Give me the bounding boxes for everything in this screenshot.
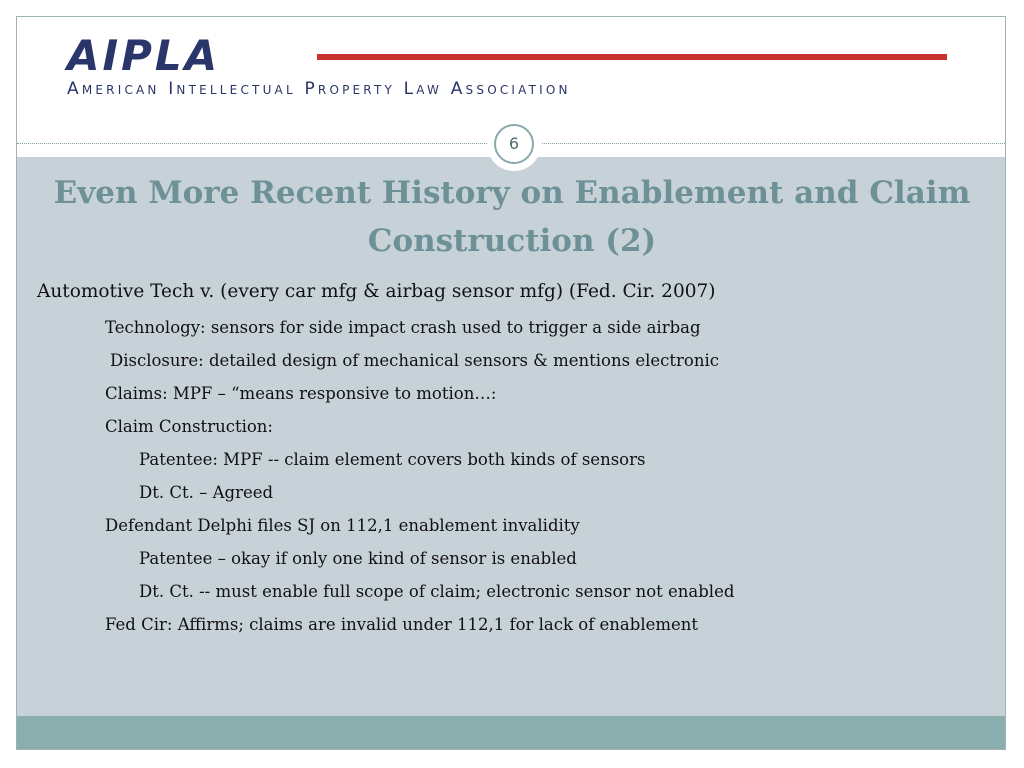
slide-number-badge: 6 — [494, 124, 534, 164]
sub-bullet-patentee-okay: Patentee – okay if only one kind of sensor is enabled — [139, 549, 577, 568]
sub-bullet-dtct-full-scope: Dt. Ct. -- must enable full scope of claim; electronic sensor not enabled — [139, 582, 735, 601]
case-heading: Automotive Tech v. (every car mfg & airbag sensor mfg) (Fed. Cir. 2007) — [37, 281, 716, 302]
sub-bullet-dtct-agreed: Dt. Ct. – Agreed — [139, 483, 274, 502]
logo-subtitle: American Intellectual Property Law Association — [67, 79, 571, 99]
slide-frame — [16, 16, 1006, 750]
logo-red-line — [317, 54, 947, 60]
bullet-fed-cir-affirms: Fed Cir: Affirms; claims are invalid under 112,1 for lack of enablement — [105, 615, 699, 634]
bullet-technology: Technology: sensors for side impact crash used to trigger a side airbag — [105, 318, 701, 337]
bullet-claim-construction: Claim Construction: — [105, 417, 273, 436]
aipla-logo: AIPLA — [67, 31, 221, 80]
sub-bullet-patentee-mpf: Patentee: MPF -- claim element covers both kinds of sensors — [139, 450, 646, 469]
slide-title: Even More Recent History on Enablement and Claim Construction (2) — [53, 175, 971, 259]
slide-footer-bar — [17, 716, 1005, 750]
bullet-defendant-sj: Defendant Delphi files SJ on 112,1 enablement invalidity — [105, 516, 580, 535]
bullet-disclosure: Disclosure: detailed design of mechanical sensors & mentions electronic — [110, 351, 719, 370]
bullet-claims: Claims: MPF – “means responsive to motion…: — [105, 384, 497, 403]
